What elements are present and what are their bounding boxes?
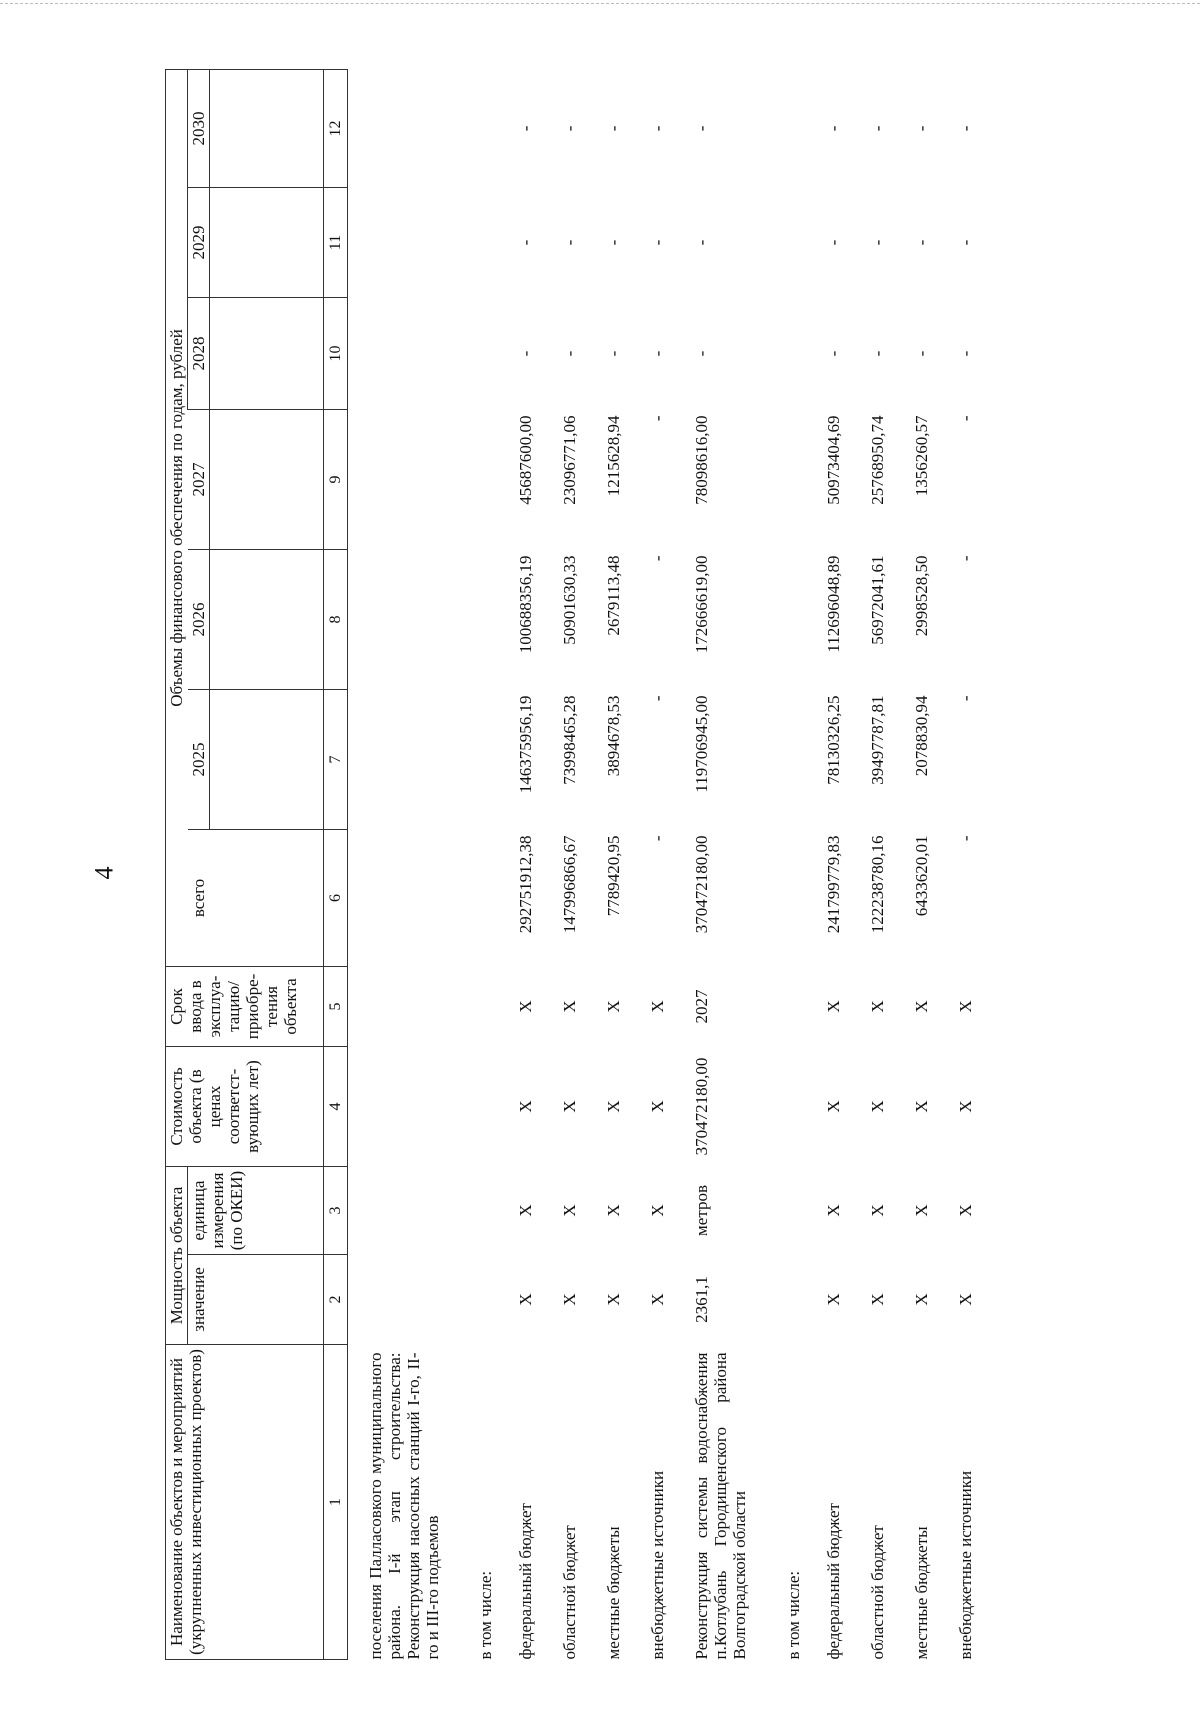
cell: X	[647, 1000, 667, 1013]
cell: X	[823, 1204, 843, 1217]
table-row	[784, 69, 824, 1659]
header-cost: Стоимость объекта (в ценах соответст-вующих лет)	[166, 1047, 324, 1167]
cell: -	[603, 239, 623, 246]
header-volumes: Объемы финансового обеспечения по годам, рублей	[166, 69, 188, 966]
cell: -	[559, 239, 579, 246]
row-name: федеральный бюджет	[515, 1503, 535, 1660]
column-number: 1	[324, 1345, 348, 1660]
row-name: поселения Палласовкого муниципального района. I-й этап строительства: Реконструкция насосных станций I-го, II-го и III-го подъемов	[365, 1352, 442, 1660]
row-name: внебюджетные источники	[647, 1470, 667, 1660]
cell: -	[603, 350, 623, 357]
cell: X	[559, 1100, 579, 1113]
cell: -	[955, 695, 975, 702]
cell: X	[603, 1000, 623, 1013]
cell: X	[559, 1000, 579, 1013]
header-year-2029: 2029	[188, 188, 210, 298]
header-term: Срок ввода в эксплуа-тацию/ приобре-тения объекта	[166, 967, 324, 1047]
column-number: 4	[324, 1047, 348, 1167]
column-number: 10	[324, 298, 348, 410]
cell: -	[559, 125, 579, 132]
row-name: местные бюджеты	[911, 1526, 931, 1660]
cell: X	[603, 1293, 623, 1306]
row-name: федеральный бюджет	[823, 1503, 843, 1660]
cell: -	[647, 835, 667, 842]
column-number: 5	[324, 967, 348, 1047]
cell: 241799779,83	[823, 835, 843, 934]
cell: -	[867, 350, 887, 357]
cell: -	[823, 350, 843, 357]
row-name: внебюджетные источники	[955, 1470, 975, 1660]
page-top-rule	[0, 3, 1200, 4]
cell: X	[955, 1293, 975, 1306]
cell: X	[515, 1204, 535, 1217]
cell: 122238780,16	[867, 835, 887, 934]
cell: X	[867, 1000, 887, 1013]
cell: 78130326,25	[823, 695, 843, 785]
cell: -	[647, 555, 667, 562]
cell: 6433620,01	[911, 835, 931, 917]
row-name: Реконструкция системы водоснабжения п.Котлубань Городищенского района Волгоградской области	[691, 1352, 749, 1660]
cell: 119706945,00	[691, 695, 711, 793]
cell: 45687600,00	[515, 415, 535, 505]
cell: 112696048,89	[823, 555, 843, 653]
cell: X	[911, 1293, 931, 1306]
column-number: 7	[324, 690, 348, 830]
column-number: 8	[324, 550, 348, 690]
cell: -	[647, 695, 667, 702]
cell: 2361,1	[691, 1276, 711, 1323]
table-row	[692, 69, 784, 1659]
cell: -	[867, 239, 887, 246]
header-year-2030: 2030	[188, 69, 210, 187]
row-name: областной бюджет	[559, 1525, 579, 1660]
table-header	[166, 69, 348, 1659]
cell: X	[955, 1000, 975, 1013]
cell: X	[559, 1293, 579, 1306]
header-year-2028: 2028	[188, 298, 210, 410]
cell: 39497787,81	[867, 695, 887, 785]
cell: X	[515, 1000, 535, 1013]
cell: X	[867, 1204, 887, 1217]
cell: X	[603, 1100, 623, 1113]
cell: 25768950,74	[867, 415, 887, 505]
cell: 56972041,61	[867, 555, 887, 645]
cell: X	[823, 1000, 843, 1013]
column-number: 12	[324, 69, 348, 187]
cell: X	[823, 1293, 843, 1306]
cell: -	[955, 239, 975, 246]
cell: X	[559, 1204, 579, 1217]
table-row	[516, 69, 560, 1659]
table-row	[560, 69, 604, 1659]
cell: -	[955, 350, 975, 357]
cell: 2027	[691, 989, 711, 1024]
cell: 172666619,00	[691, 555, 711, 654]
cell: -	[955, 555, 975, 562]
cell: 370472180,00	[691, 1057, 711, 1156]
cell: -	[647, 239, 667, 246]
cell: 100688356,19	[515, 555, 535, 654]
header-capacity-unit: единица измерения (по ОКЕИ)	[188, 1167, 324, 1255]
cell: X	[911, 1100, 931, 1113]
cell: X	[955, 1100, 975, 1113]
header-year-2027: 2027	[188, 410, 210, 550]
table-row	[476, 69, 516, 1659]
cell: -	[515, 350, 535, 357]
table-row	[604, 69, 648, 1659]
cell: -	[911, 350, 931, 357]
cell: X	[647, 1293, 667, 1306]
cell: X	[911, 1000, 931, 1013]
cell: -	[955, 835, 975, 842]
cell: X	[867, 1100, 887, 1113]
table-row	[912, 69, 956, 1659]
cell: 2998528,50	[911, 555, 931, 637]
cell: -	[647, 125, 667, 132]
cell: -	[823, 239, 843, 246]
cell: -	[911, 125, 931, 132]
column-number: 9	[324, 410, 348, 550]
table-body	[348, 69, 1000, 1659]
cell: 1356260,57	[911, 415, 931, 497]
cell: X	[647, 1100, 667, 1113]
cell: X	[515, 1293, 535, 1306]
row-name: местные бюджеты	[603, 1526, 623, 1660]
cell: X	[911, 1204, 931, 1217]
cell: -	[691, 239, 711, 246]
cell: 2078830,94	[911, 695, 931, 777]
cell: 78098616,00	[691, 415, 711, 505]
cell: 3894678,53	[603, 695, 623, 777]
cell: -	[955, 125, 975, 132]
row-name: в том числе:	[475, 1570, 495, 1660]
cell: X	[955, 1204, 975, 1217]
cell: -	[911, 239, 931, 246]
financing-table	[165, 69, 1000, 1660]
cell: 292751912,38	[515, 835, 535, 934]
cell: -	[955, 415, 975, 422]
cell: метров	[691, 1185, 711, 1236]
cell: X	[823, 1100, 843, 1113]
header-total: всего	[188, 830, 324, 967]
column-number: 2	[324, 1255, 348, 1345]
cell: -	[691, 125, 711, 132]
column-number: 11	[324, 188, 348, 298]
cell: X	[647, 1204, 667, 1217]
cell: 23096771,06	[559, 415, 579, 505]
cell: 50901630,33	[559, 555, 579, 645]
cell: 2679113,48	[603, 555, 623, 636]
header-capacity-value: значение	[188, 1255, 324, 1345]
cell: -	[515, 239, 535, 246]
cell: X	[867, 1293, 887, 1306]
rotated-page-content	[165, 70, 1195, 1660]
cell: 50973404,69	[823, 415, 843, 505]
cell: -	[647, 415, 667, 422]
table-row	[956, 69, 1000, 1659]
cell: X	[515, 1100, 535, 1113]
cell: -	[559, 350, 579, 357]
table-row	[648, 69, 692, 1659]
table-row	[868, 69, 912, 1659]
cell: -	[647, 350, 667, 357]
cell: X	[603, 1204, 623, 1217]
header-name: Наименование объектов и мероприятий (укрупненных инвестиционных проектов)	[166, 1345, 324, 1660]
table-row	[366, 69, 476, 1659]
header-capacity: Мощность объекта	[166, 1167, 188, 1345]
cell: 146375956,19	[515, 695, 535, 794]
column-number: 6	[324, 830, 348, 967]
header-year-2025: 2025	[188, 690, 210, 830]
page-number: 4	[89, 866, 119, 880]
cell: 73998465,28	[559, 695, 579, 785]
cell: -	[603, 125, 623, 132]
cell: -	[867, 125, 887, 132]
cell: -	[691, 350, 711, 357]
cell: 1215628,94	[603, 415, 623, 497]
cell: 370472180,00	[691, 835, 711, 934]
row-name: областной бюджет	[867, 1525, 887, 1660]
cell: 147996866,67	[559, 835, 579, 934]
cell: 7789420,95	[603, 835, 623, 917]
table-row	[824, 69, 868, 1659]
cell: -	[823, 125, 843, 132]
column-number: 3	[324, 1167, 348, 1255]
header-year-2026: 2026	[188, 550, 210, 690]
row-name: в том числе:	[783, 1570, 803, 1660]
cell: -	[515, 125, 535, 132]
